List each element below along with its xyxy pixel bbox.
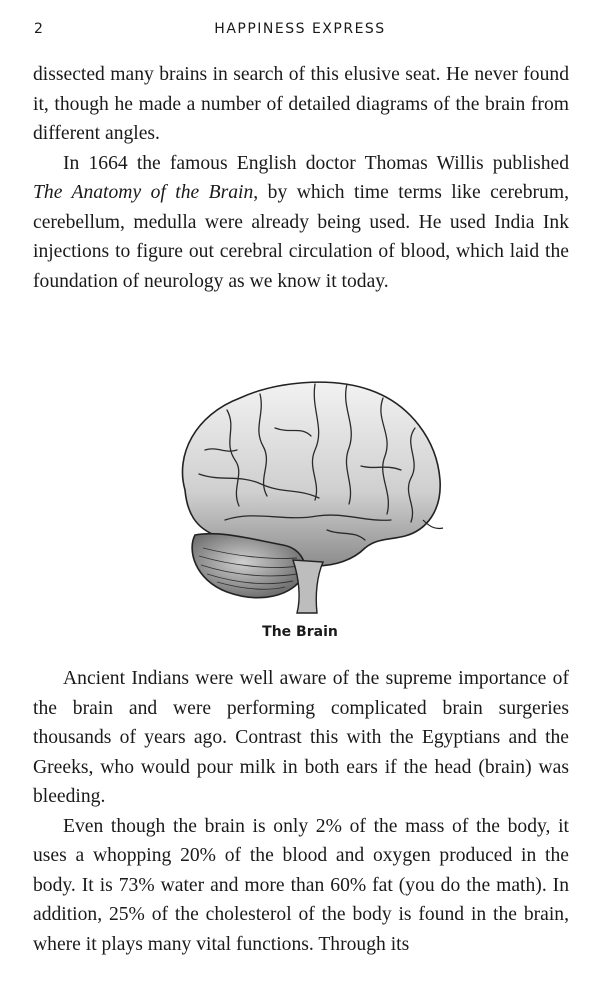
paragraph-ancient-indians: Ancient Indians were well aware of the supreme importance of the brain and were performing complicated brain surgeries thousands of years ago. Contrast this with the Egyptians and the Greeks, who would pour milk in both ears if the head (brain) was bleeding. xyxy=(33,668,569,807)
figure-caption: The Brain xyxy=(262,624,338,640)
paragraph-willis-after: , by which time terms like cerebrum, cerebellum, medulla were already being used. He used India Ink injections to figure out cerebral circulation of blood, which laid the foundation of neurology as we know it today. xyxy=(33,182,569,292)
book-title: HAPPINESS EXPRESS xyxy=(214,21,386,37)
book-title-italic: The Anatomy of the Brain xyxy=(33,182,254,203)
page-number: 2 xyxy=(34,21,45,37)
paragraph-brain-facts: Even though the brain is only 2% of the mass of the body, it uses a whopping 20% of the blood and oxygen produced in the body. It is 73% water and more than 60% fat (you do the math). In addition, 25% of the cholesterol of the body is found in the brain, where it plays many vital functions. Through its xyxy=(33,815,569,955)
body-text-bottom xyxy=(33,664,569,959)
paragraph-willis-before: In 1664 the famous English doctor Thomas Willis published xyxy=(63,152,569,174)
running-head xyxy=(0,18,600,42)
brain-illustration xyxy=(165,370,445,615)
body-text-top xyxy=(33,60,569,296)
paragraph-continued: dissected many brains in search of this elusive seat. He never found it, though he made a number of detailed diagrams of the brain from different angles. xyxy=(33,64,569,144)
paragraph-willis xyxy=(33,149,569,297)
